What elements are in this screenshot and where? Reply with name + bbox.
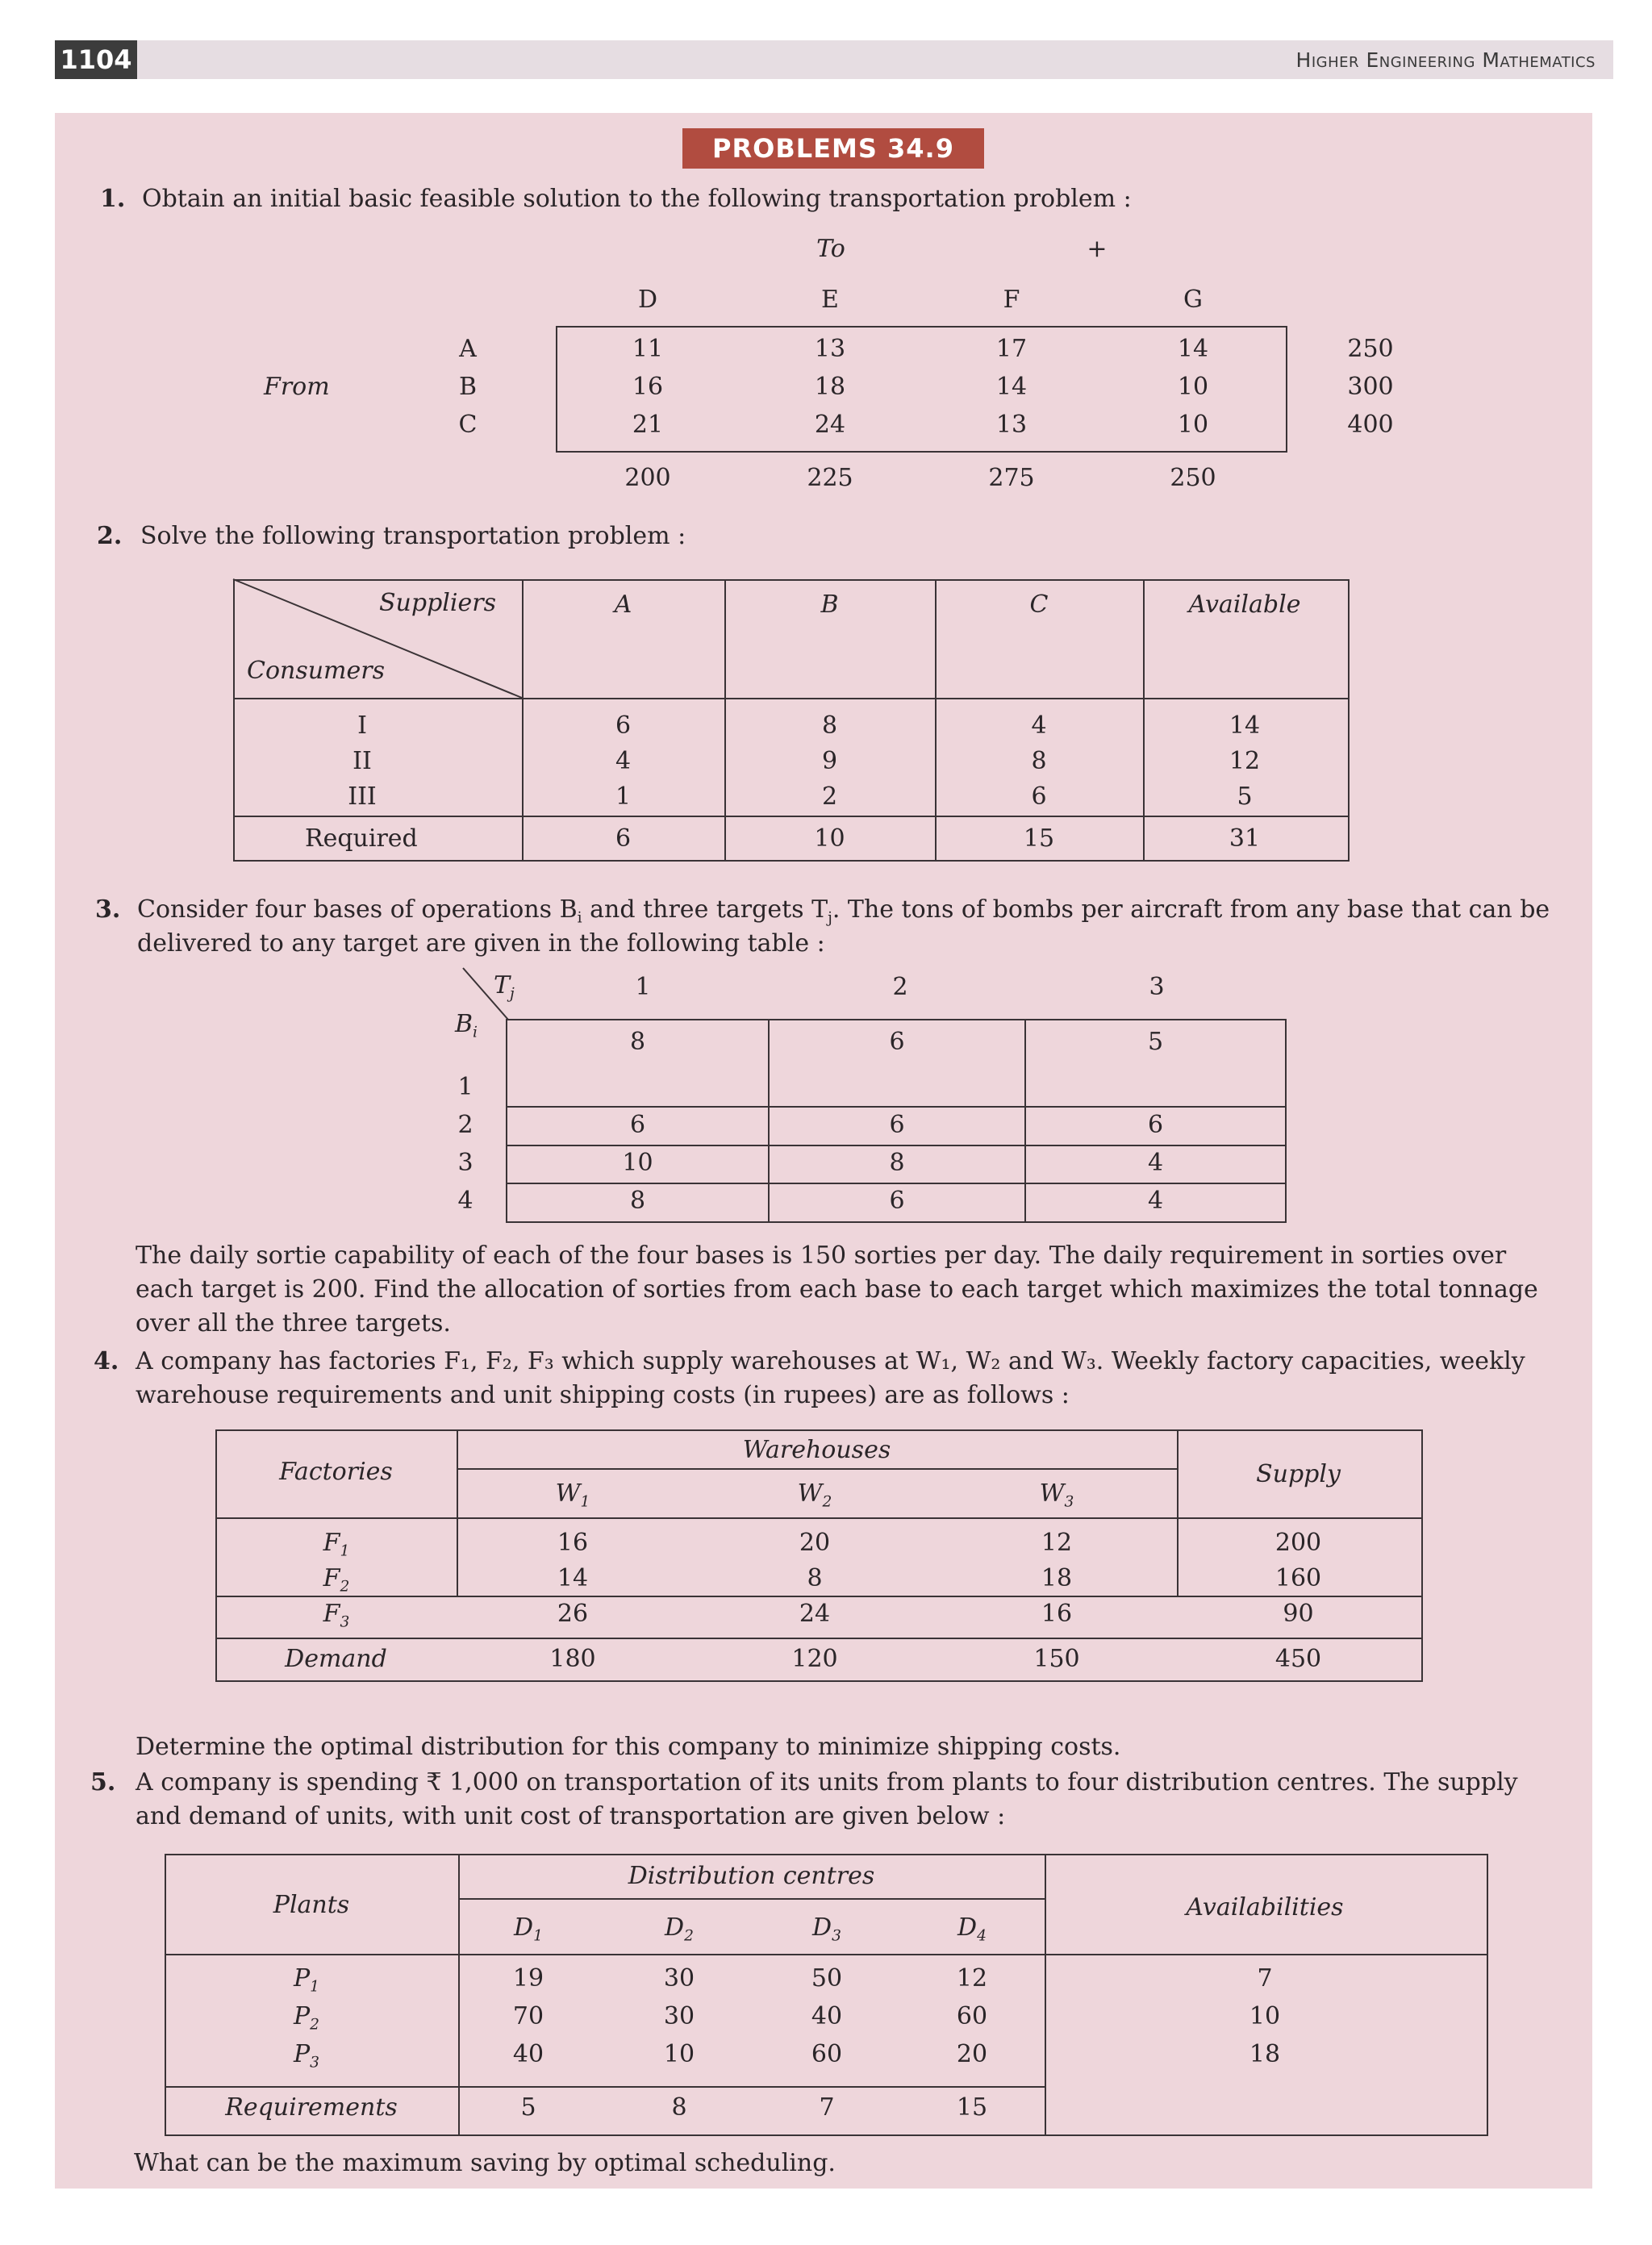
- p5-cell: 50: [811, 1964, 843, 1993]
- p1-cell: 16: [632, 373, 664, 401]
- p1-plus-mark: +: [1087, 235, 1108, 263]
- page-number: 1104: [55, 40, 137, 79]
- p1-cell: 11: [632, 335, 664, 363]
- p5-cell: 10: [663, 2040, 695, 2068]
- p1-cell: 21: [632, 411, 664, 439]
- p5-cell: 70: [512, 2002, 544, 2030]
- p3-corner-left: $B_i$: [455, 1010, 478, 1041]
- p4-cell: 26: [557, 1600, 589, 1628]
- p4-cell: 8: [807, 1564, 823, 1592]
- p5-cell: 60: [811, 2040, 843, 2068]
- p4-cell: 16: [557, 1529, 589, 1557]
- p1-cell: 13: [995, 411, 1028, 439]
- p5-d-head: $D_2$: [665, 1913, 694, 1945]
- p1-cell: 10: [1177, 411, 1209, 439]
- p4-w-head: $W_2$: [797, 1479, 832, 1511]
- section-title: PROBLEMS 34.9: [682, 128, 984, 169]
- p3-row-line: [506, 1145, 1285, 1146]
- p3-cell: 8: [629, 1028, 646, 1056]
- p1-to-label: To: [816, 235, 845, 263]
- problem-4-after-text: Determine the optimal distribution for this company to minimize shipping costs.: [136, 1733, 1121, 1761]
- p1-demand: 275: [988, 464, 1035, 492]
- p2-required: 10: [814, 824, 845, 853]
- p4-cell: 20: [799, 1529, 831, 1557]
- p2-required: 6: [615, 824, 632, 853]
- p1-row-head: A: [459, 335, 477, 363]
- p4-supply-label: Supply: [1256, 1460, 1341, 1488]
- p4-warehouses-label: Warehouses: [742, 1436, 891, 1464]
- p4-cell: 16: [1041, 1600, 1073, 1628]
- p2-cell: 5: [1237, 782, 1253, 811]
- p4-w-head: $W_3$: [1039, 1479, 1074, 1511]
- p1-supply: 400: [1347, 411, 1394, 439]
- p5-requirement: 5: [520, 2093, 536, 2122]
- p2-row-head: I: [357, 711, 367, 740]
- p1-cell: 10: [1177, 373, 1209, 401]
- p2-cell: 8: [1031, 747, 1047, 775]
- p1-cell: 14: [995, 373, 1028, 401]
- p1-demand: 225: [807, 464, 853, 492]
- p5-avail: 18: [1249, 2040, 1281, 2068]
- p2-corner-top: Suppliers: [379, 589, 496, 617]
- p4-supply: 160: [1274, 1564, 1322, 1592]
- p1-supply: 250: [1347, 335, 1394, 363]
- problem-2-text: Solve the following transportation problem :: [140, 522, 686, 550]
- p2-cell: 1: [615, 782, 632, 811]
- p2-row-line: [233, 816, 1348, 817]
- p5-row-head: $P_3$: [293, 2040, 320, 2072]
- p5-cell: 40: [811, 2002, 843, 2030]
- p3-cell: 4: [1147, 1149, 1164, 1177]
- p1-cell: 24: [814, 411, 846, 439]
- p2-required: 15: [1023, 824, 1055, 853]
- p5-row-head: $P_2$: [293, 2002, 320, 2034]
- p5-row-head: $P_1$: [293, 1964, 320, 1996]
- p2-col-head: C: [1029, 590, 1049, 619]
- p3-corner-top: $T_j$: [494, 971, 515, 1003]
- p1-row-head: C: [458, 411, 478, 439]
- p5-requirement: 7: [819, 2093, 835, 2122]
- p3-cell: 6: [629, 1111, 646, 1139]
- p5-col-line: [458, 1854, 460, 2134]
- problem-5-after-text: What can be the maximum saving by optimal scheduling.: [134, 2149, 836, 2177]
- p1-cell: 17: [995, 335, 1028, 363]
- problem-1-number: 1.: [100, 185, 126, 213]
- p4-supply: 90: [1283, 1600, 1314, 1628]
- p3-cell: 8: [889, 1149, 905, 1177]
- p5-avail: 10: [1249, 2002, 1281, 2030]
- problem-4-number: 4.: [94, 1347, 119, 1375]
- p4-cell: 18: [1041, 1564, 1073, 1592]
- p2-cell: 6: [1031, 782, 1047, 811]
- p4-demand: 120: [791, 1645, 838, 1673]
- p1-row-head: B: [458, 373, 478, 401]
- p5-cell: 30: [663, 2002, 695, 2030]
- book-title: Higher Engineering Mathematics: [1295, 48, 1596, 72]
- p2-cell: 2: [821, 782, 838, 811]
- p5-cell: 19: [512, 1964, 544, 1993]
- p2-cell: 4: [1031, 711, 1047, 740]
- p1-supply: 300: [1347, 373, 1394, 401]
- p3-cell: 6: [889, 1028, 905, 1056]
- p4-cell: 14: [557, 1564, 589, 1592]
- p2-row-head: III: [348, 782, 377, 811]
- p5-req-label: Requirements: [225, 2093, 398, 2122]
- p5-cell: 60: [956, 2002, 988, 2030]
- p2-cell: 9: [821, 747, 838, 775]
- p3-row-line: [506, 1183, 1285, 1184]
- p5-cell: 30: [663, 1964, 695, 1993]
- p5-row-line: [165, 2086, 1046, 2088]
- p3-cell: 8: [629, 1187, 646, 1215]
- p4-factories-label: Factories: [279, 1458, 393, 1486]
- p2-cell: 12: [1229, 747, 1261, 775]
- p3-cell: 6: [889, 1187, 905, 1215]
- problem-5-text: A company is spending ₹ 1,000 on transportation of its units from plants to four distribution centres. The supply and demand of units, with unit cost of transportation are given below :: [136, 1768, 1518, 1830]
- p5-cell: 20: [956, 2040, 988, 2068]
- p3-col-head: 2: [892, 973, 908, 1001]
- p5-avail: 7: [1257, 1964, 1273, 1993]
- p2-required-label: Required: [305, 824, 418, 853]
- p3-cell: 4: [1147, 1187, 1164, 1215]
- problem-3-text-line2: delivered to any target are given in the following table :: [137, 929, 825, 958]
- problem-4-text: A company has factories F₁, F₂, F₃ which supply warehouses at W₁, W₂ and W₃. Weekly factory capacities, weekly warehouse requirements and unit shipping costs (in rupees) are as follows :: [136, 1347, 1525, 1409]
- p5-cell: 12: [956, 1964, 988, 1993]
- p3-row-line: [506, 1106, 1285, 1108]
- problem-3-text-line1: Consider four bases of operations $B_i$ and three targets $T_j$. The tons of bombs per aircraft from any base that can be: [137, 895, 1550, 927]
- p2-row-head: II: [353, 747, 372, 775]
- p5-d-head: $D_3$: [812, 1913, 841, 1945]
- p5-requirement: 15: [956, 2093, 988, 2122]
- p1-cell: 14: [1177, 335, 1209, 363]
- p3-cell: 6: [1147, 1111, 1164, 1139]
- p2-cell: 4: [615, 747, 632, 775]
- p4-demand: 150: [1033, 1645, 1080, 1673]
- p4-demand-total: 450: [1274, 1645, 1322, 1673]
- problem-1-text: Obtain an initial basic feasible solution to the following transportation problem :: [142, 185, 1132, 213]
- p5-requirement: 8: [671, 2093, 687, 2122]
- p1-col-head: E: [821, 286, 839, 314]
- p5-row-line: [165, 1954, 1487, 1955]
- p1-col-head: G: [1183, 286, 1203, 314]
- p4-demand-label: Demand: [285, 1645, 387, 1673]
- p3-col-head: 1: [635, 973, 651, 1001]
- p4-cell: 12: [1041, 1529, 1073, 1557]
- p4-cell: 24: [799, 1600, 831, 1628]
- p3-row-head: 2: [457, 1111, 473, 1139]
- p3-cell: 5: [1147, 1028, 1164, 1056]
- p5-row-line: [458, 1898, 1045, 1900]
- problem-3-after-text: The daily sortie capability of each of the four bases is 150 sorties per day. The daily requirement in sorties over each target is 200. Find the allocation of sorties from each base to each target which maximizes the total tonnage over all the three targets.: [136, 1241, 1538, 1337]
- p5-dist-label: Distribution centres: [628, 1862, 875, 1890]
- problem-3-number: 3.: [95, 895, 121, 924]
- p4-supply: 200: [1274, 1529, 1322, 1557]
- p1-col-head: F: [1003, 286, 1020, 314]
- p4-w-head: $W_1$: [555, 1479, 590, 1511]
- p2-col-head: A: [614, 590, 632, 619]
- p5-plants-label: Plants: [273, 1891, 350, 1919]
- p1-demand: 250: [1170, 464, 1216, 492]
- p1-col-head: D: [637, 286, 658, 314]
- p3-row-head: 3: [457, 1149, 473, 1177]
- p2-required: 31: [1229, 824, 1261, 853]
- p2-col-head: B: [820, 590, 839, 619]
- p4-row-head: $F_3$: [323, 1600, 350, 1631]
- p5-cell: 40: [512, 2040, 544, 2068]
- p3-row-head: 4: [457, 1187, 473, 1215]
- p2-cell: 8: [821, 711, 838, 740]
- p3-row-head: 1: [457, 1073, 473, 1101]
- p5-d-head: $D_1$: [514, 1913, 543, 1945]
- p5-d-head: $D_4$: [957, 1913, 987, 1945]
- p3-cell: 6: [889, 1111, 905, 1139]
- p1-cell: 13: [814, 335, 846, 363]
- p1-demand: 200: [624, 464, 671, 492]
- p4-row-head: $F_1$: [323, 1529, 350, 1560]
- p4-demand: 180: [549, 1645, 596, 1673]
- problem-5-number: 5.: [90, 1768, 116, 1796]
- p1-from-label: From: [264, 373, 330, 401]
- p2-cell: 6: [615, 711, 632, 740]
- p2-corner-bottom: Consumers: [247, 657, 385, 685]
- p2-row-line: [233, 698, 1348, 699]
- p1-cell: 18: [814, 373, 846, 401]
- p4-row-head: $F_2$: [323, 1564, 350, 1596]
- p2-col-head: Available: [1188, 590, 1301, 619]
- p3-col-head: 3: [1149, 973, 1165, 1001]
- p3-cell: 10: [622, 1149, 653, 1177]
- p5-avail-label: Availabilities: [1186, 1893, 1344, 1922]
- problem-2-number: 2.: [97, 522, 123, 550]
- p2-cell: 14: [1229, 711, 1261, 740]
